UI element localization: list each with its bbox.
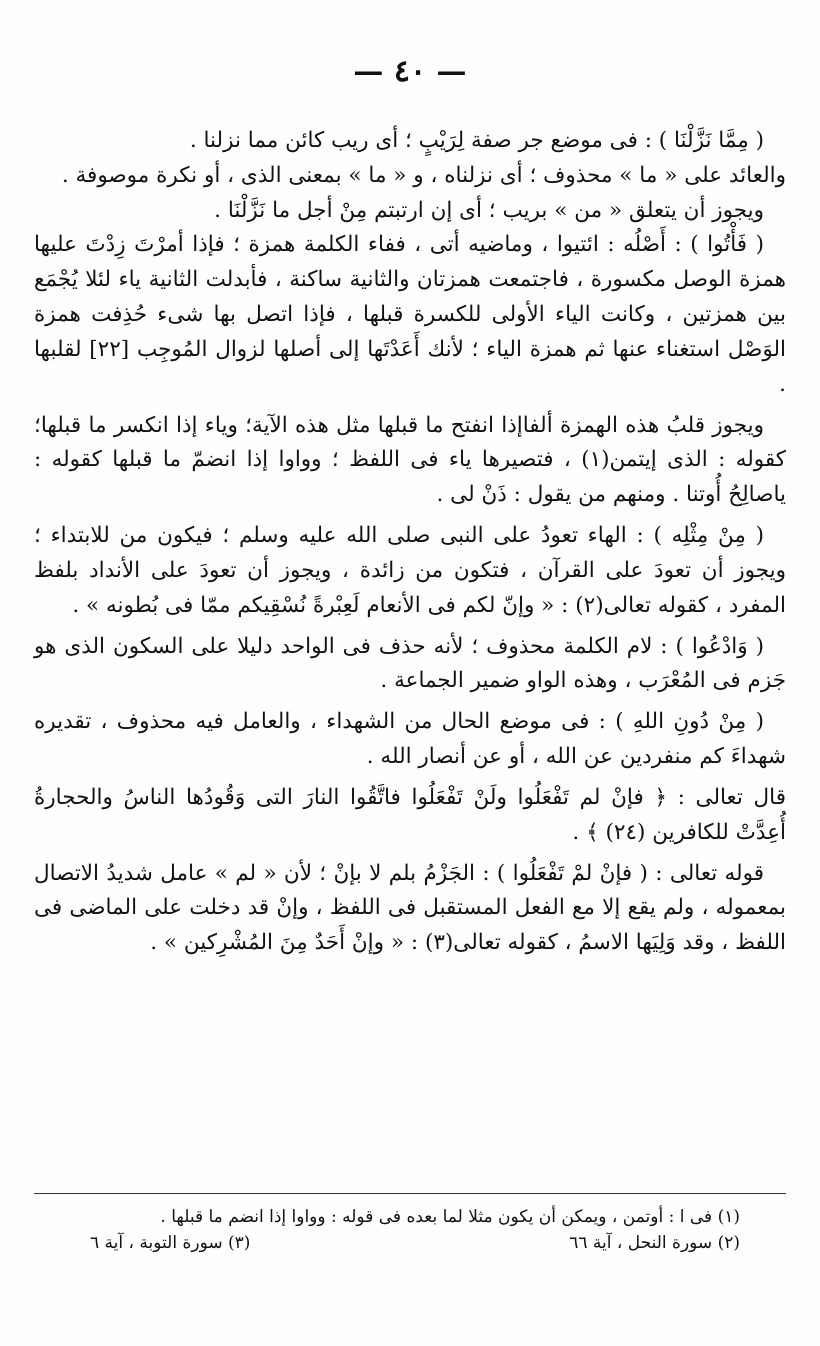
footnote-3: (٣) سورة التوبة ، آية ٦ [90, 1233, 251, 1254]
main-text [34, 124, 786, 961]
paragraph: ( فَأْتُوا ) : أَصْلُه : ائتيوا ، وماضيه أتى ، ففاء الكلمة همزة ؛ فإذا أمرْتَ زِدْتَ عليها همزة الوصل مكسورة ، فاجتمعت همزتان والثانية ساكنة ، فأبدلت الثانية ياء لئلا يُجْمَع بين همزتين ، وكانت الياء الأولى للكسرة قبلها ، فإذا اتصل بها شىء حُذِفت همزة الوَصْل استغناء عنها ثم همزة الياء ؛ لأنك أَعَدْتَها إلى أصلها لزوال المُوجِب [٢٢] لقلبها . [34, 232, 787, 397]
paragraph: ويجوز قلبُ هذه الهمزة ألفاإذا انفتح ما قبلها مثل هذه الآية؛ وياء إذا انكسر ما قبلها؛ كقوله : الذى إيتمن(١) ، فتصيرها ياء فى اللفظ ؛ وواوا إذا انضمّ ما قبلها كقوله : ياصالِحُ أُوتنا . ومنهم من يقول : ذَنْ لى . [34, 412, 787, 508]
paragraph: ( مِمَّا نَزَّلْنَا ) : فى موضع جر صفة لِرَيْبٍ ؛ أى ريب كائن مما نزلنا . [189, 128, 764, 153]
footnote-2: (٢) سورة النحل ، آية ٦٦ [569, 1233, 740, 1254]
paragraph: ( وَادْعُوا ) : لام الكلمة محذوف ؛ لأنه حذف فى الواحد دليلا على السكون الذى هو جَزم فى المُعْرَب ، وهذه الواو ضمير الجماعة . [34, 633, 786, 694]
footnote-row [90, 1230, 740, 1256]
page-number: — ٤٠ — [353, 54, 467, 89]
paragraph: والعائد على « ما » محذوف ؛ أى نزلناه ، و « ما » بمعنى الذى ، أو نكرة موصوفة . [61, 162, 786, 188]
paragraph: ( مِنْ دُونِ اللهِ ) : فى موضع الحال من الشهداء ، والعامل فيه محذوف ، تقديره شهداءَ كم منفردين عن الله ، أو عن أنصار الله . [34, 709, 786, 770]
footnote-divider [34, 1193, 786, 1194]
footnotes [90, 1204, 740, 1257]
paragraph: قوله تعالى : ( فإنْ لمْ تَفْعَلُوا ) : الجَزْمُ بلم لا بإنْ ؛ لأن « لم » عامل شديدُ الاتصال بمعموله ، ولم يقع إلا مع الفعل المستقبل فى اللفظ ، وإنْ قد دخلت على الماضى فى اللفظ ، وقد وَلِيَها الاسمُ ، كقوله تعالى(٣) : « وإنْ أَحَدٌ مِنَ المُشْرِكين » . [34, 860, 786, 956]
footnote-1: (١) فى ا : أوتمن ، ويمكن أن يكون مثلا لما بعده فى قوله : وواوا إذا انضم ما قبلها . [160, 1207, 740, 1227]
paragraph: ويجوز أن يتعلق « من » بريب ؛ أى إن ارتبتم مِنْ أجل ما نَزَّلْنَا . [214, 197, 764, 223]
paragraph: ( مِنْ مِثْلِه ) : الهاء تعودُ على النبى صلى الله عليه وسلم ؛ فيكون من للابتداء ؛ ويجوز أن تعودَ على القرآن ، فتكون من زائدة ، ويجوز أن تعودَ على الأنداد بلفظ المفرد ، كقوله تعالى(٢) : « وإنّ لكم فى الأنعام لَعِبْرةً نُسْقِيكم ممّا فى بُطونه » . [34, 523, 786, 618]
quran-verse: قال تعالى : ﴿ فإنْ لم تَفْعَلُوا ولَنْ تَفْعَلُوا فاتَّقُوا النارَ التى وَقُودُها الناسُ والحجارةُ أُعِدَّتْ للكافرين (٢٤) ﴾ . [34, 784, 786, 845]
